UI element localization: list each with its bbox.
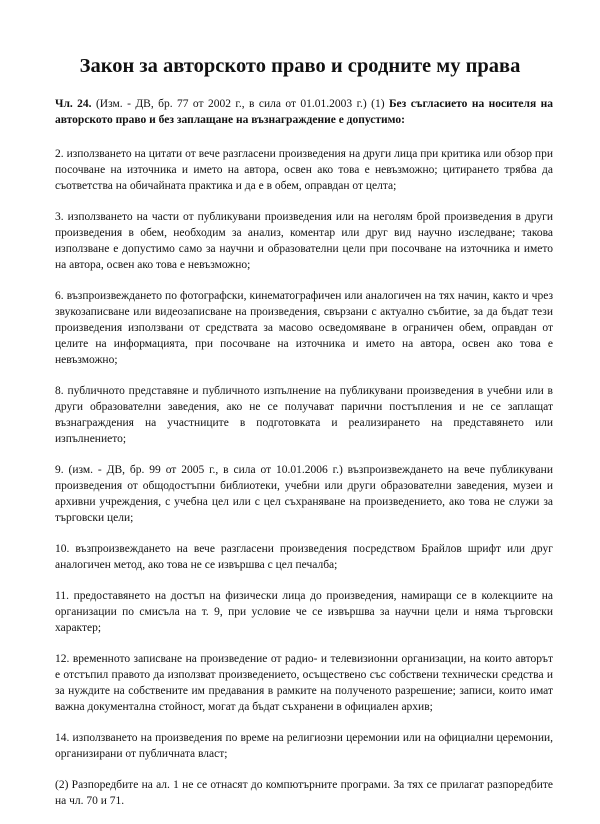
paragraph-item-11: 11. предоставянето на достъп на физически лица до произведения, намиращи се в колекциите на организации по смисъла на т. 9, при условие че се извършва за научни цели и няма търговски характер; <box>55 590 553 634</box>
paragraph-item-3: 3. използването на части от публикувани произведения или на неголям брой произведения в други произведения в обем, необходим за анализ, коментар или друг вид научно изследване; такова използване е допустимо само за научни и образователни цели при посочване на източника и името на автора, освен ако това е невъзможно; <box>55 211 553 271</box>
paragraph-item-9: 9. (изм. - ДВ, бр. 99 от 2005 г., в сила от 10.01.2006 г.) възпроизвеждането на вече публикувани произведения от общодостъпни библиотеки, учебни или други образователни заведения, музеи и архивни учреждения, с учебна цел или с цел съхраняване на произведението, ако това не служи за търговски цели; <box>55 464 553 524</box>
article-intro: Без съгласието на носителя на авторското право и без заплащане на възнаграждение е допустимо: <box>55 98 553 126</box>
article-lead <box>55 96 553 128</box>
paragraph-item-12: 12. временното записване на произведение от радио- и телевизионни организации, на които авторът е отстъпил правото да използват произведението, осъществено със собствени технически средства и за нуждите на собствените им предавания в рамките на полученото разрешение; записи, които имат важна документална стойност, могат да бъдат съхранени в официален архив; <box>55 653 553 713</box>
paragraph-section-2: (2) Разпоредбите на ал. 1 не се отнасят до компютърните програми. За тях се прилагат разпоредбите на чл. 70 и 71. <box>55 779 553 807</box>
paragraph-item-2: 2. използването на цитати от вече разгласени произведения на други лица при критика или обзор при посочване на източника и името на автора, освен ако това е невъзможно; цитирането трябва да съответства на обичайната практика и да е в обем, оправдан от целта; <box>55 148 553 192</box>
document-body <box>55 96 553 824</box>
paragraph-item-6: 6. възпроизвеждането по фотографски, кинематографичен или аналогичен на тях начин, както и чрез звукозаписване или видеозаписване на произведения, свързани с актуално събитие, за да бъдат тези произведения използвани от средствата за масово осведомяване в ограничен обем, оправдан от целите на информацията, при посочване на източника и името на автора, освен ако това е невъзможно; <box>55 290 553 366</box>
paragraph-item-10: 10. възпроизвеждането на вече разгласени произведения посредством Брайлов шрифт или друг аналогичен метод, ако това не се извършва с цел печалба; <box>55 543 553 571</box>
amendment-note: (Изм. - ДВ, бр. 77 от 2002 г., в сила от 01.01.2003 г.) (1) <box>91 98 389 110</box>
paragraph-item-14: 14. използването на произведения по време на религиозни церемонии или на официални церемонии, организирани от публичната власт; <box>55 732 553 760</box>
article-number: Чл. 24. <box>55 98 92 110</box>
paragraph-item-8: 8. публичното представяне и публичното изпълнение на публикувани произведения в учебни или в други образователни заведения, ако не се получават парични постъпления и не се заплащат възнаграждения на участниците в подготовката и реализирането на представянето или изпълнението; <box>55 385 553 445</box>
document-title: Закон за авторското право и сродните му права <box>79 55 521 77</box>
